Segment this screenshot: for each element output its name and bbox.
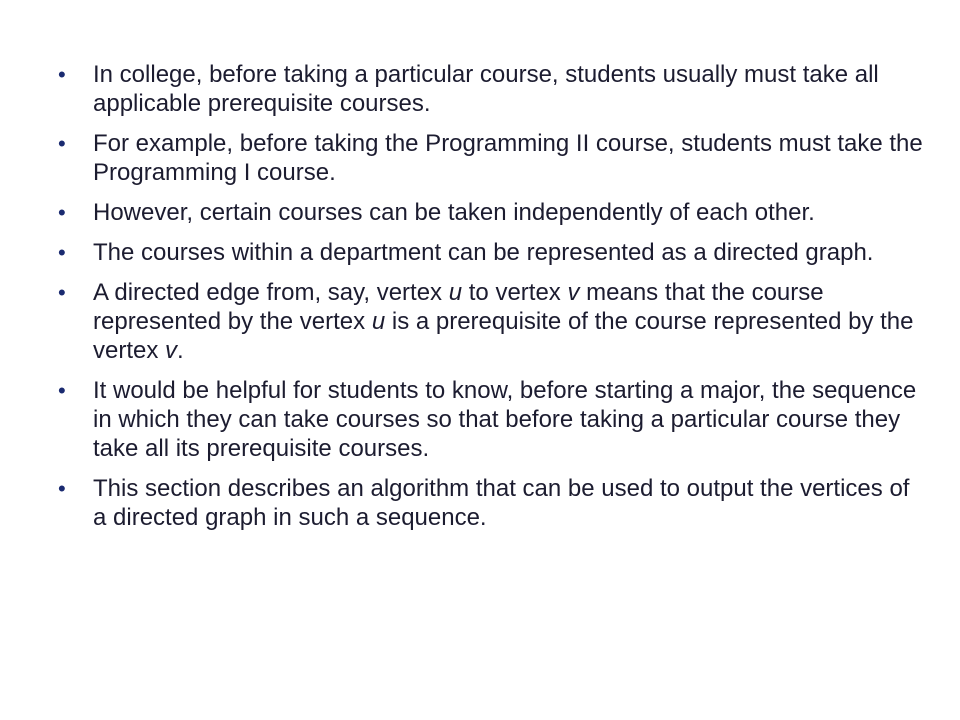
list-item — [58, 198, 928, 227]
bullet-icon: • — [58, 131, 66, 156]
list-item — [58, 60, 928, 118]
bullet-text: This section describes an algorithm that can be used to output the vertices of a directed graph in such a sequence. — [93, 475, 910, 531]
bullet-icon: • — [58, 240, 66, 265]
list-item — [58, 129, 928, 187]
bullet-text: In college, before taking a particular course, students usually must take all applicable prerequisite courses. — [93, 61, 879, 117]
vertex-variable: u — [371, 308, 386, 335]
bullet-text: It would be helpful for students to know, before starting a major, the sequence in which they can take courses so that before taking a particular course they take all its prerequisite courses. — [93, 377, 917, 462]
bullet-text: For example, before taking the Programming II course, students must take the Programming I course. — [93, 130, 923, 186]
bullet-icon: • — [58, 62, 66, 87]
list-item — [58, 376, 928, 463]
bullet-text: However, certain courses can be taken independently of each other. — [93, 199, 815, 226]
bullet-icon: • — [58, 280, 66, 305]
vertex-variable: u — [448, 279, 463, 306]
bullet-icon: • — [58, 378, 66, 403]
bullet-text: The courses within a department can be represented as a directed graph. — [93, 239, 874, 266]
list-item — [58, 474, 928, 532]
bullet-list — [58, 60, 928, 543]
bullet-text: A directed edge from, say, vertex u to vertex v means that the course represented by the vertex u is a prerequisite of the course represented by the vertex v. — [93, 279, 914, 364]
bullet-icon: • — [58, 476, 66, 501]
list-item — [58, 238, 928, 267]
vertex-variable: v — [567, 279, 580, 306]
bullet-icon: • — [58, 200, 66, 225]
vertex-variable: v — [165, 337, 178, 364]
list-item — [58, 278, 928, 365]
